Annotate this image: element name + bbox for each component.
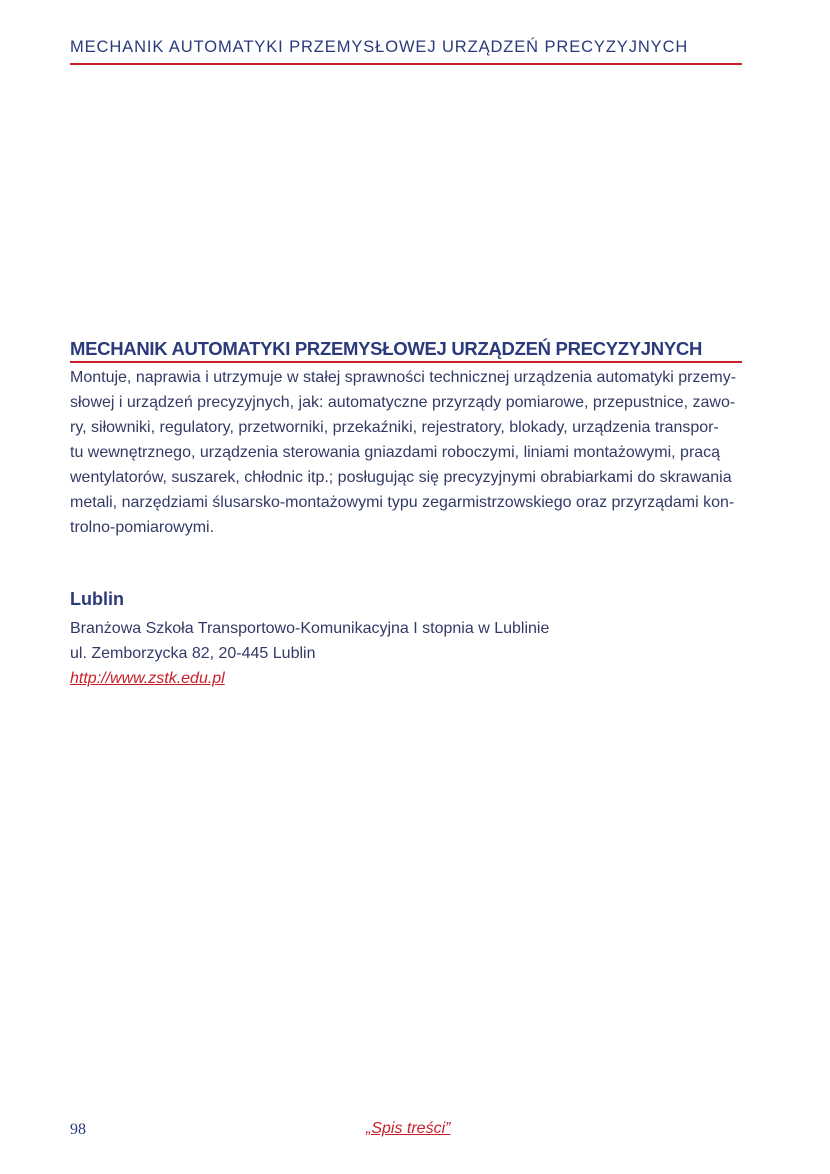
description-line: wentylatorów, suszarek, chłodnic itp.; posługując się precyzyjnymi obrabiarkami do skrawania: [70, 469, 732, 486]
table-of-contents-link[interactable]: „Spis treści”: [366, 1120, 451, 1137]
description-line: ry, siłowniki, regulatory, przetworniki, przekaźniki, rejestratory, blokady, urządzenia transpor-: [70, 419, 719, 436]
entry-description: [70, 365, 750, 540]
header-divider: [70, 63, 742, 65]
title-underline: [70, 361, 742, 363]
city-heading: Lublin: [70, 589, 124, 609]
running-header: MECHANIK AUTOMATYKI PRZEMYSŁOWEJ URZĄDZEŃ PRECYZYJNYCH: [70, 38, 689, 56]
description-line: metali, narzędziami ślusarsko-montażowymi typu zegarmistrzowskiego oraz przyrządami kon-: [70, 494, 735, 511]
description-line: słowej i urządzeń precyzyjnych, jak: automatyczne przyrządy pomiarowe, przepustnice, zawo-: [70, 394, 736, 411]
school-website-link[interactable]: http://www.zstk.edu.pl: [70, 670, 225, 687]
school-name: Branżowa Szkoła Transportowo-Komunikacyjna I stopnia w Lublinie: [70, 620, 550, 637]
page-number: 98: [70, 1121, 86, 1138]
description-line: tu wewnętrznego, urządzenia sterowania gniazdami roboczymi, liniami montażowymi, pracą: [70, 444, 721, 461]
entry-title: MECHANIK AUTOMATYKI PRZEMYSŁOWEJ URZĄDZEŃ PRECYZYJNYCH: [70, 338, 703, 359]
school-info: [70, 616, 549, 691]
school-address: ul. Zemborzycka 82, 20-445 Lublin: [70, 645, 316, 662]
description-line: trolno-pomiarowymi.: [70, 519, 215, 536]
description-line: Montuje, naprawia i utrzymuje w stałej sprawności technicznej urządzenia automatyki przemy-: [70, 369, 737, 386]
